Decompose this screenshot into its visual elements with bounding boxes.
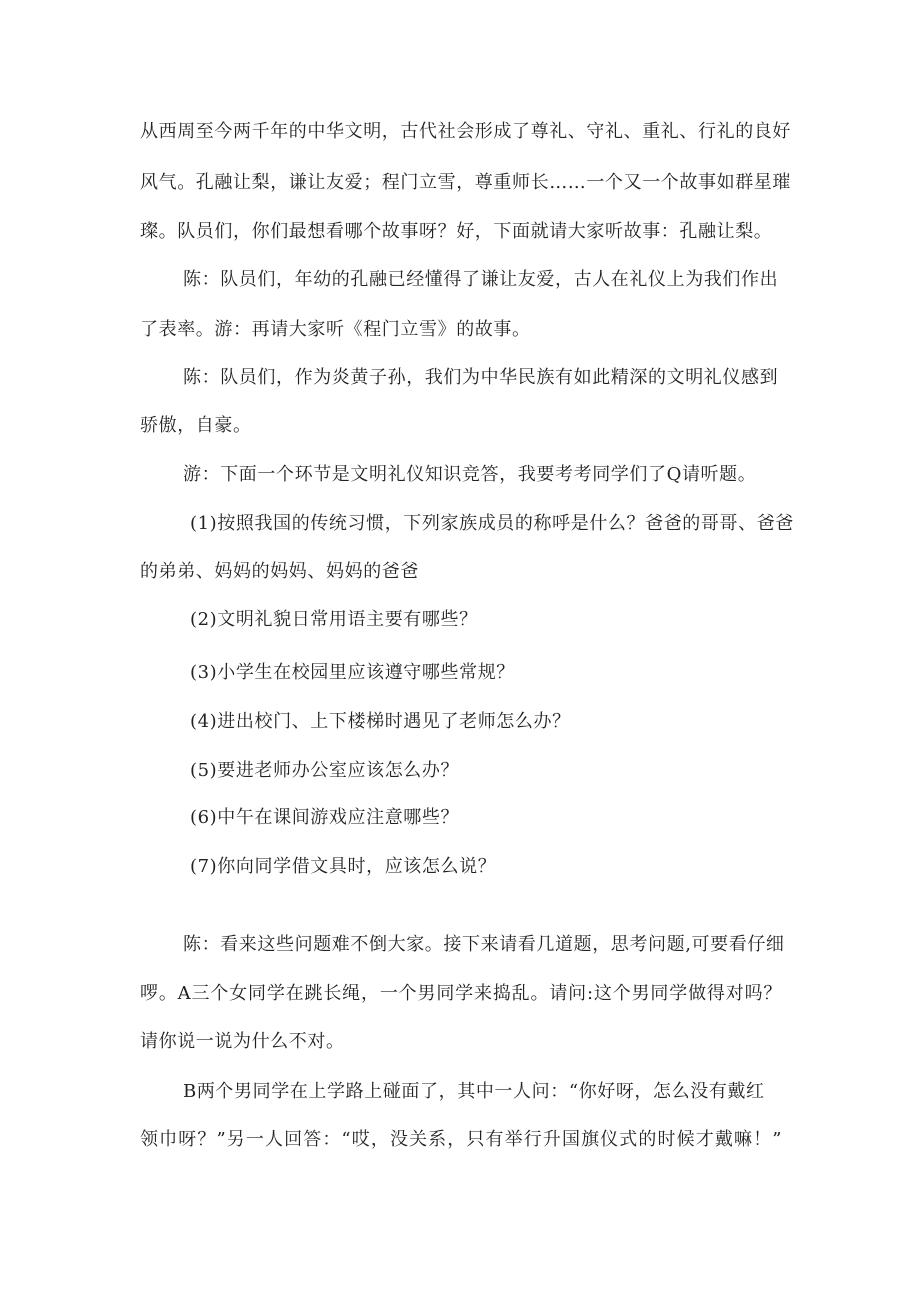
paragraph-line: 陈：队员们，年幼的孔融已经懂得了谦让友爱，古人在礼仪上为我们作出 [183, 269, 779, 290]
paragraph-line: 璨。队员们，你们最想看哪个故事呀？好，下面就请大家听故事：孔融让梨。 [140, 221, 773, 242]
paragraph-line: 领巾呀？”另一人回答：“哎，没关系，只有举行升国旗仪式的时候才戴嘛！” [140, 1129, 782, 1150]
paragraph-line: 从西周至今两千年的中华文明，古代社会形成了尊礼、守礼、重礼、行礼的良好 [140, 121, 791, 142]
question-item-continued: 的弟弟、妈妈的妈妈、妈妈的爸爸 [140, 561, 419, 582]
question-item: (7)你向同学借文具时，应该怎么说？ [190, 856, 497, 877]
question-item: (2)文明礼貌日常用语主要有哪些？ [190, 609, 478, 630]
paragraph-line: 陈：看来这些问题难不倒大家。接下来请看几道题，思考问题,可要看仔细 [183, 934, 785, 955]
question-item: (5)要进老师办公室应该怎么办？ [190, 760, 460, 781]
paragraph-line: 了表率。游：再请大家听《程门立雪》的故事。 [140, 319, 531, 340]
question-item: (1)按照我国的传统习惯，下列家族成员的称呼是什么？爸爸的哥哥、爸爸 [190, 513, 794, 534]
paragraph-line: 啰。A三个女同学在跳长绳，一个男同学来捣乱。请问:这个男同学做得对吗？ [140, 983, 782, 1004]
question-item: (3)小学生在校园里应该遵守哪些常规？ [190, 662, 515, 683]
paragraph-line: B两个男同学在上学路上碰面了，其中一人问：“你好呀，怎么没有戴红 [183, 1081, 765, 1102]
question-item: (6)中午在课间游戏应注意哪些？ [190, 807, 460, 828]
question-item: (4)进出校门、上下楼梯时遇见了老师怎么办？ [190, 711, 571, 732]
paragraph-line: 风气。孔融让梨，谦让友爱；程门立雪，尊重师长……一个又一个故事如群星璀 [140, 172, 791, 193]
paragraph-line: 骄傲，自豪。 [140, 415, 252, 436]
paragraph-line: 请你说一说为什么不对。 [140, 1031, 345, 1052]
paragraph-line: 陈：队员们，作为炎黄子孙，我们为中华民族有如此精深的文明礼仪感到 [183, 367, 779, 388]
paragraph-line: 游：下面一个环节是文明礼仪知识竞答，我要考考同学们了Q请听题。 [183, 464, 757, 485]
